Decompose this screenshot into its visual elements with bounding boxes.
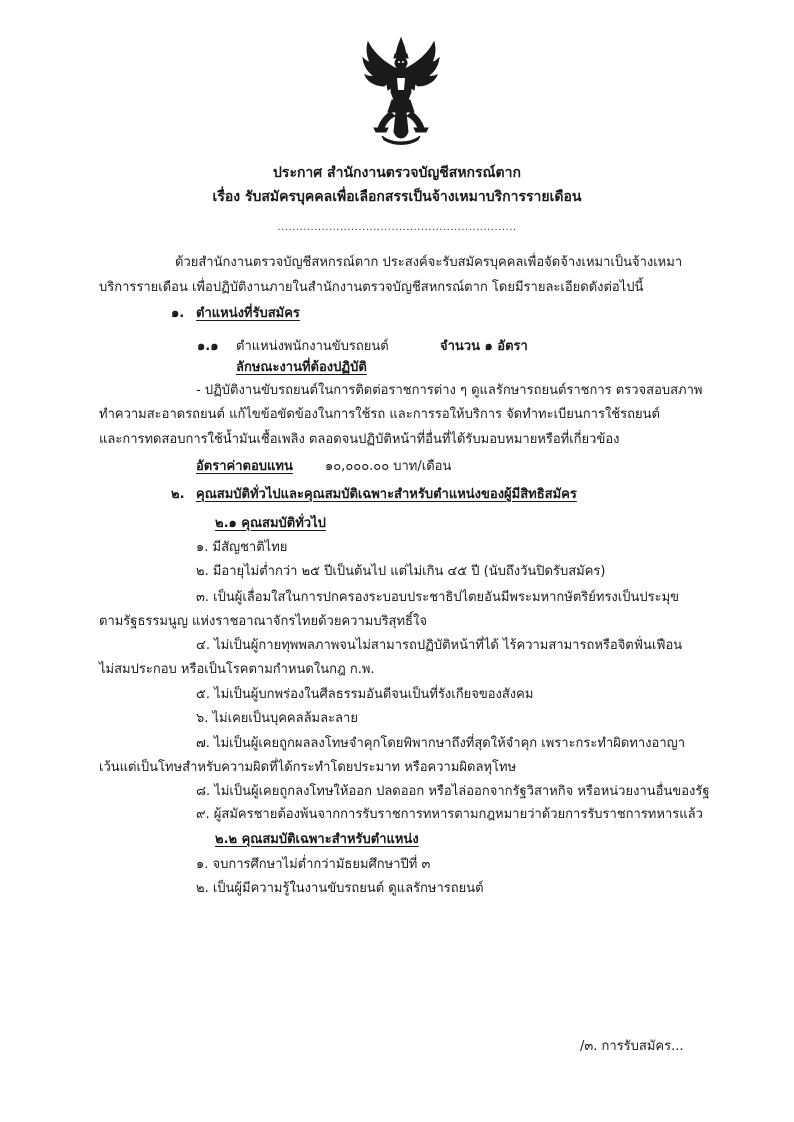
general-item-3a: ๓. เป็นผู้เลื่อมใสในการปกครองระบอบประชาธิปไตยอันมีพระมหากษัตริย์ทรงเป็นประมุข [196,590,680,605]
wage-title: อัตราค่าตอบแทน [196,459,293,474]
duty-line-3: และการทดสอบการใช้น้ำมันเชื้อเพลิง ตลอดจนปฏิบัติหน้าที่อื่นที่ได้รับมอบหมายหรือที่เกี่ยวข้อง [99,432,620,447]
duty-title: ลักษณะงานที่ต้องปฏิบัติ [236,360,367,375]
header-divider: ................................................................. [277,222,517,233]
general-item-6: ๖. ไม่เคยเป็นบุคคลล้มละลาย [196,711,358,726]
specific-item-2: ๒. เป็นผู้มีความรู้ในงานขับรถยนต์ ดูแลรักษารถยนต์ [196,881,484,896]
duty-line-2: ทำความสะอาดรถยนต์ แก้ไขข้อขัดข้องในการใช้รถ และการรอให้บริการ จัดทำทะเบียนการใช้รถยนต์ [99,407,660,422]
general-item-2: ๒. มีอายุไม่ต่ำกว่า ๒๕ ปีเป็นต้นไป แต่ไม่เกิน ๔๕ ปี (นับถึงวันปิดรับสมัคร) [196,564,606,579]
continue-marker: /๓. การรับสมัคร... [580,1039,684,1054]
general-item-4b: ไม่สมประกอบ หรือเป็นโรคตามกำหนดในกฎ ก.พ. [99,662,375,677]
section-1-number: ๑. [171,306,185,321]
section-2-number: ๒. [171,487,185,502]
intro-line-2: บริการรายเดือน เพื่อปฏิบัติงานภายในสำนักงานตรวจบัญชีสหกรณ์ตาก โดยมีรายละเอียดดังต่อไปนี้ [99,280,644,295]
general-item-3b: ตามรัฐธรรมนูญ แห่งราชอาณาจักรไทยด้วยความบริสุทธิ์ใจ [99,614,427,629]
general-qualifications-title: ๒.๑ คุณสมบัติทั่วไป [215,516,326,531]
intro-line-1: ด้วยสำนักงานตรวจบัญชีสหกรณ์ตาก ประสงค์จะรับสมัครบุคคลเพื่อจัดจ้างเหมาเป็นจ้างเหมา [175,255,683,270]
specific-item-1: ๑. จบการศึกษาไม่ต่ำกว่ามัธยมศึกษาปีที่ ๓ [196,857,431,872]
general-item-7b: เว้นแต่เป็นโทษสำหรับความผิดที่ได้กระทำโดยประมาท หรือความผิดลหุโทษ [99,760,517,775]
position-label: ตำแหน่งพนักงานขับรถยนต์ [236,339,389,354]
general-item-1: ๑. มีสัญชาติไทย [196,540,288,555]
announcement-title: ประกาศ สำนักงานตรวจบัญชีสหกรณ์ตาก [273,165,521,181]
general-item-4a: ๔. ไม่เป็นผู้กายทุพพลภาพจนไม่สามารถปฏิบัติหน้าที่ได้ ไร้ความสามารถหรือจิตฟั่นเฟือน [196,638,683,653]
position-number: ๑.๑ [197,339,219,354]
garuda-emblem-icon [362,36,440,146]
wage-value: ๑๐,๐๐๐.๐๐ บาท/เดือน [325,459,452,474]
section-1-title: ตำแหน่งที่รับสมัคร [196,306,300,321]
announcement-subject: เรื่อง รับสมัครบุคคลเพื่อเลือกสรรเป็นจ้างเหมาบริการรายเดือน [212,189,582,205]
general-item-7a: ๗. ไม่เป็นผู้เคยถูกผลลงโทษจำคุกโดยพิพากษาถึงที่สุดให้จำคุก เพราะกระทำผิดทางอาญา [196,736,686,751]
general-item-8: ๘. ไม่เป็นผู้เคยถูกลงโทษให้ออก ปลดออก หรือไล่ออกจากรัฐวิสาหกิจ หรือหน่วยงานอื่นของรัฐ [196,784,710,799]
duty-line-1: - ปฏิบัติงานขับรถยนต์ในการติดต่อราชการต่าง ๆ ดูแลรักษารถยนต์ราชการ ตรวจสอบสภาพ [196,383,703,398]
general-item-9: ๙. ผู้สมัครชายต้องพ้นจากการรับราชการทหารตามกฎหมายว่าด้วยการรับราชการทหารแล้ว [196,807,703,822]
general-item-5: ๕. ไม่เป็นผู้บกพร่องในศีลธรรมอันดีจนเป็นที่รังเกียจของสังคม [196,687,534,702]
position-count: จำนวน ๑ อัตรา [440,339,528,354]
specific-qualifications-title: ๒.๒ คุณสมบัติเฉพาะสำหรับตำแหน่ง [215,832,419,847]
section-2-title: คุณสมบัติทั่วไปและคุณสมบัติเฉพาะสำหรับตำแหน่งของผู้มีสิทธิสมัคร [196,487,577,502]
